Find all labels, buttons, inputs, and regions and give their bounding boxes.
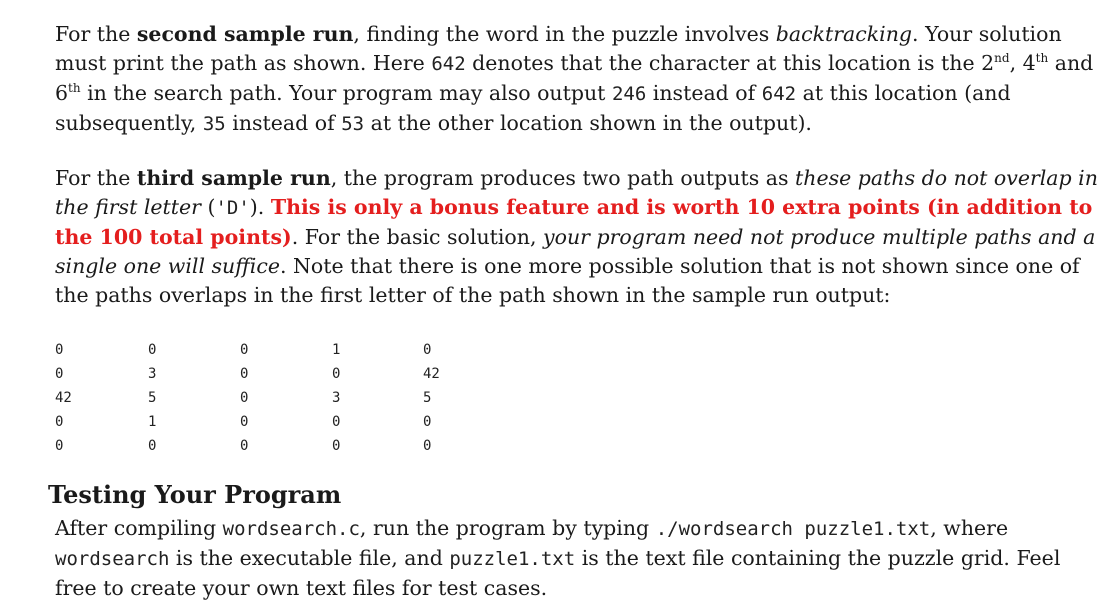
grid-cell: 0 <box>148 342 157 358</box>
code-text: 35 <box>202 113 226 135</box>
code-text: wordsearch.c <box>222 518 360 540</box>
grid-cell: 0 <box>55 366 64 382</box>
grid-cell: 0 <box>332 414 341 430</box>
grid-cell: 0 <box>332 438 341 454</box>
italic-text: backtracking <box>775 22 913 46</box>
grid-cell: 0 <box>423 438 432 454</box>
grid-cell: 3 <box>148 366 157 382</box>
grid-cell: 0 <box>55 342 64 358</box>
text: instead of <box>646 81 762 105</box>
testing-paragraph <box>55 514 1095 603</box>
grid-cell: 0 <box>423 342 432 358</box>
bonus-note: This is only a bonus feature and is worth 10 extra points (in addition to the 100 total points) <box>55 195 1093 249</box>
text: is the text file containing the puzzle grid. Feel free to create your own text files for test cases. <box>55 546 1061 600</box>
grid-cell: 0 <box>240 366 249 382</box>
code-text: 'D' <box>215 197 250 219</box>
grid-cell: 0 <box>423 414 432 430</box>
grid-column <box>55 338 72 458</box>
second-sample-run-paragraph <box>55 20 1100 139</box>
grid-cell: 0 <box>240 414 249 430</box>
text: and 6 <box>55 51 1094 105</box>
text: , the program produces two path outputs as <box>330 166 796 190</box>
text: , where <box>930 516 1009 540</box>
text: . Note that there is one more possible solution that is not shown since one of the paths overlaps in the first letter of the path shown in the sample run output: <box>55 254 1080 307</box>
grid-cell: 0 <box>148 438 157 454</box>
grid-cell: 0 <box>55 438 64 454</box>
code-text: 246 <box>611 83 647 105</box>
text: . For the basic solution, <box>291 225 544 249</box>
grid-cell: 0 <box>240 438 249 454</box>
grid-cell: 1 <box>332 342 341 358</box>
text: , 4 <box>1009 51 1036 75</box>
grid-column <box>332 338 340 458</box>
text: in the search path. Your program may also output <box>80 81 612 105</box>
grid-cell: 3 <box>332 390 341 406</box>
superscript: th <box>1035 51 1049 66</box>
grid-cell: 0 <box>240 390 249 406</box>
text: For the <box>55 22 137 46</box>
text: at the other location shown in the output). <box>364 111 812 135</box>
text: After compiling <box>55 516 223 540</box>
code-text: 642 <box>431 53 466 75</box>
code-text: 642 <box>761 83 797 105</box>
grid-cell: 5 <box>148 390 157 406</box>
code-text: wordsearch <box>55 548 170 570</box>
grid-cell: 42 <box>55 390 72 406</box>
text: ). <box>249 195 271 219</box>
text: , finding the word in the puzzle involves <box>353 22 776 46</box>
text: at this location (and subsequently, <box>55 81 1011 135</box>
text: ( <box>200 195 216 219</box>
bold-text: third sample run <box>136 166 331 190</box>
text: is the executable file, and <box>169 546 450 570</box>
bold-text: second sample run <box>136 22 354 46</box>
grid-column <box>423 338 440 458</box>
superscript: th <box>68 81 81 96</box>
italic-text: these paths do not overlap in the first letter <box>55 166 1098 219</box>
grid-column <box>240 338 248 458</box>
text: , run the program by typing <box>359 516 656 540</box>
text: denotes that the character at this location is the 2 <box>465 51 995 75</box>
code-text: puzzle1.txt <box>449 548 576 570</box>
grid-cell: 0 <box>55 414 64 430</box>
grid-cell: 1 <box>148 414 157 430</box>
grid-cell: 42 <box>423 366 440 382</box>
superscript: nd <box>994 51 1010 66</box>
grid-cell: 0 <box>332 366 341 382</box>
text: instead of <box>225 111 342 135</box>
grid-cell: 5 <box>423 390 432 406</box>
code-text: ./wordsearch puzzle1.txt <box>655 518 931 540</box>
text: For the <box>55 166 137 190</box>
section-heading: Testing Your Program <box>48 480 342 509</box>
third-sample-run-paragraph <box>55 164 1100 310</box>
grid-column <box>148 338 156 458</box>
italic-text: your program need not produce multiple paths and a single one will suffice <box>55 225 1096 278</box>
sample-output-grid <box>55 338 455 468</box>
code-text: 53 <box>341 113 365 135</box>
text: . Your solution must print the path as shown. Here <box>55 22 1062 75</box>
grid-cell: 0 <box>240 342 249 358</box>
